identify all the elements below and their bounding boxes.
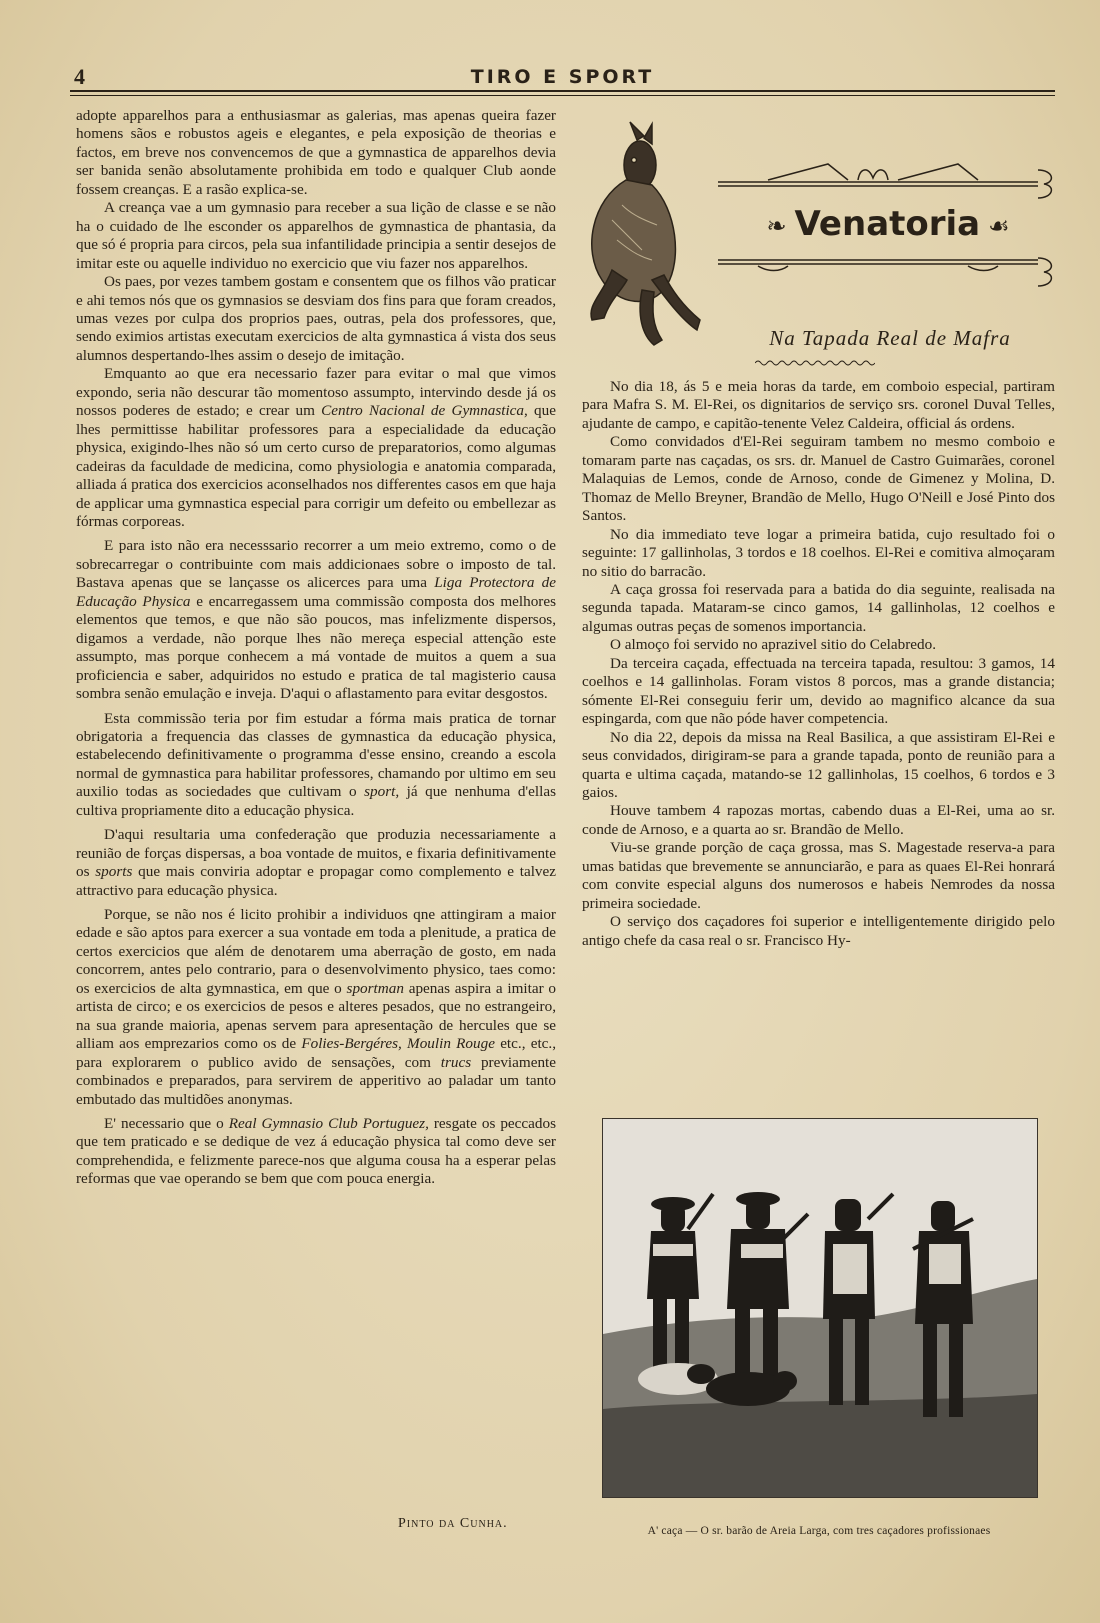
page-number: 4 xyxy=(74,64,85,89)
paragraph: Da terceira caçada, effectuada na terceira tapada, resultou: 3 gamos, 14 coelhos e 14 gallinholas. Foram vistos 8 porcos, mas a grande distancia; sómente El-Rei conseguiu ferir um, devido ao magnifico alcance da sua espingarda, com que não póde haver competencia. xyxy=(582,654,1055,728)
hunting-photograph xyxy=(602,1118,1038,1498)
hare-illustration xyxy=(582,120,712,350)
paragraph: A creança vae a um gymnasio para receber a sua lição de classe e se não ha o cuidado de lhe esconder os apparelhos de gymnastica de phantasia, da que só é propria para circos, pela sua infantilidade principia a sentir desejos de imitar este ou aquelle individuo no exercicio que viu fazer nos apparelhos. xyxy=(76,199,556,272)
paragraph: E' necessario que o Real Gymnasio Club Portuguez, resgate os peccados que tem praticado e se dedique de vez á educação physica tal como deve ser comprehendida, e felizmente parece-nos que alguma cousa ha a esperar pelas reformas que vae operando se bem que com pouca energia. xyxy=(76,1115,556,1188)
paragraph: A caça grossa foi reservada para a batida do dia seguinte, realisada na segunda tapada. Mataram-se cinco gamos, 14 gallinholas, 12 coelhos e algumas outras peças de somenos importancia. xyxy=(582,580,1055,635)
left-article-column xyxy=(76,107,556,1189)
fleuron-icon: ❧ xyxy=(766,211,787,240)
paragraph: Como convidados d'El-Rei seguiram tambem no mesmo comboio e tomaram parte nas caçadas, os srs. dr. Manuel de Castro Guimarães, coronel Malaquias de Lemos, conde de Arnoso, conde de Gimenez y Molina, D. Thomaz de Mello Breyner, Brandão de Mello, Hugo O'Neill e José Pinto dos Santos. xyxy=(582,433,1055,525)
paragraph: adopte apparelhos para a enthusiasmar as galerias, mas apenas queira fazer homens sãos e robustos ageis e elegantes, e pela exposição de theorias e factos, em breve nos convencemos de que a gymnastica de apparelhos devia ser banida senão absolutamente prohibida em todo e qualquer Club aonde fossem creanças. E a rasão explica-se. xyxy=(76,107,556,198)
paragraph: Viu-se grande porção de caça grossa, mas S. Magestade reserva-a para umas batidas que brevemente se annunciarão, e para as quaes El-Rei honrará com convite especial alguns dos numerosos e habeis Nemrodes da nossa primeira sociedade. xyxy=(582,839,1055,912)
wave-divider xyxy=(755,358,875,368)
header-rule-thin xyxy=(70,95,1055,96)
paragraph: Houve tambem 4 rapozas mortas, cabendo duas a El-Rei, uma ao sr. conde de Arnoso, e a quarta ao sr. Brandão de Mello. xyxy=(582,802,1055,838)
photo-caption: A' caça — O sr. barão de Areia Larga, com tres caçadores profissionaes xyxy=(647,1525,991,1537)
paragraph: E para isto não era necesssario recorrer a um meio extremo, como o de sobrecarregar o contribuinte com mais addicionaes sobre o imposto de tal. Bastava apenas que se lançasse os alicerces para uma Liga Protectora de Educação Physica e encarregassem uma commissão composta dos melhores elementos que temos, e que não são poucos, mas infelizmente dispersos, digamos a verdade, não porque lhes não mereça especial attenção este assumpto, mas porque conhecem a má vontade de muitos a quem a sua proficiencia e saber, adquiridos no estudo e pratica de tal magisterio causa sombra senão emulação e inveja. D'aqui o aflastamento para evitar desgostos. xyxy=(76,537,556,703)
paragraph: No dia 22, depois da missa na Real Basilica, a que assistiram El-Rei e seus convidados, dirigiram-se para a grande tapada, ponto de reunião para a quarta e ultima caçada, matando-se 12 gallinholas, 15 coelhos, 6 tordos e 3 gaios. xyxy=(582,728,1055,801)
page-header xyxy=(70,62,1055,92)
paragraph: Emquanto ao que era necessario fazer para evitar o mal que vimos expondo, seria não descurar tão momentoso assumpto, intervindo desde já os nossos poderes de estado; e crear um Centro Nacional de Gymnastica, que lhes permittisse habilitar professores para a especialidade da educação physica, exigindo-lhes não só um certo curso de preparatorios, como algumas cadeiras da faculdade de medicina, como physiologia e anatomia comparada, alliada á pratica dos exercicios aconselhados nos differentes casos em que haja de applicar uma gymnastica especial para corrigir um defeito ou embellezar as fórmas corporeas. xyxy=(76,365,556,530)
paragraph: Porque, se não nos é licito prohibir a individuos qne attingiram a maior edade e são aptos para exercer a sua vontade em toda a plenitude, a pratica de certos exercicios que além de denotarem uma aberração de gosto, em nada concorrem, antes pelo contrario, para o desenvolvimento physico, taes como: os exercicios de alta gymnastica, em que o sportman apenas aspira a imitar o artista de circo; e os exercicios de pesos e alteres pesados, que no estrangeiro, na sua grande maioria, apenas servem para apresentação de hercules que se alliam aos emprezarios como os de Folies-Bergéres, Moulin Rouge etc., etc., para explorarem o publico avido de sensações, com trucs previamente combinados e preparados, para servirem de apperitivo ao paladar um tanto embutado das multidões anonymas. xyxy=(76,906,557,1108)
right-article-column xyxy=(582,378,1055,950)
section-title: ❧ Venatoria ☙ xyxy=(766,204,1010,244)
author-signature: Pinto da Cunha. xyxy=(398,1516,508,1531)
paragraph: No dia 18, ás 5 e meia horas da tarde, em comboio especial, partiram para Mafra S. M. El-Rei, os dignitarios de serviço srs. coronel Duval Telles, ajudante de campo, e capitão-tenente Velez Caldeira, official ás ordens. xyxy=(582,378,1055,432)
paragraph: O almoço foi servido no aprazivel sitio do Celabredo. xyxy=(610,636,937,654)
fleuron-icon: ☙ xyxy=(988,211,1010,240)
masthead-title: TIRO E SPORT xyxy=(470,66,655,88)
section-subtitle: Na Tapada Real de Mafra xyxy=(769,326,1011,350)
section-title-block xyxy=(718,160,1058,300)
paragraph: D'aqui resultaria uma confederação que produzia necessariamente a reunião de forças dispersas, a boa vontade de muitos, e fixaria definitivamente os sports que mais conviria adoptar e propagar como complemento e talvez attractivo para educação physica. xyxy=(76,826,556,899)
paragraph: Os paes, por vezes tambem gostam e consentem que os filhos vão praticar e ahi temos nós que os gymnasios se desviam dos fins para que foram creados, umas vezes por culpa dos proprios paes, outras, pela dos professores, que, sendo eximios artistas executam exercicios de alta gymnastica á vista dos seus alumnos despertando-lhes assim o desejo de imitação. xyxy=(76,273,556,364)
paragraph: No dia immediato teve logar a primeira batida, cujo resultado foi o seguinte: 17 gallinholas, 3 tordos e 18 coelhos. El-Rei e comitiva almoçaram no sitio do barracão. xyxy=(582,525,1055,580)
paragraph: O serviço dos caçadores foi superior e intelligentemente dirigido pelo antigo chefe da casa real o sr. Francisco Hy- xyxy=(582,913,1055,949)
paragraph: Esta commissão teria por fim estudar a fórma mais pratica de tornar obrigatoria a frequencia das classes de gymnastica da educação physica, estabelecendo definitivamente o programma d'esse ensino, creando a escola normal de gymnastica para habilitar professores, chamando por ultimo em seu auxilio todas as sociedades que cultivam o sport, já que nenhuma d'ellas cultiva propriamente dito a educação physica. xyxy=(76,709,556,819)
header-rule xyxy=(70,90,1055,92)
